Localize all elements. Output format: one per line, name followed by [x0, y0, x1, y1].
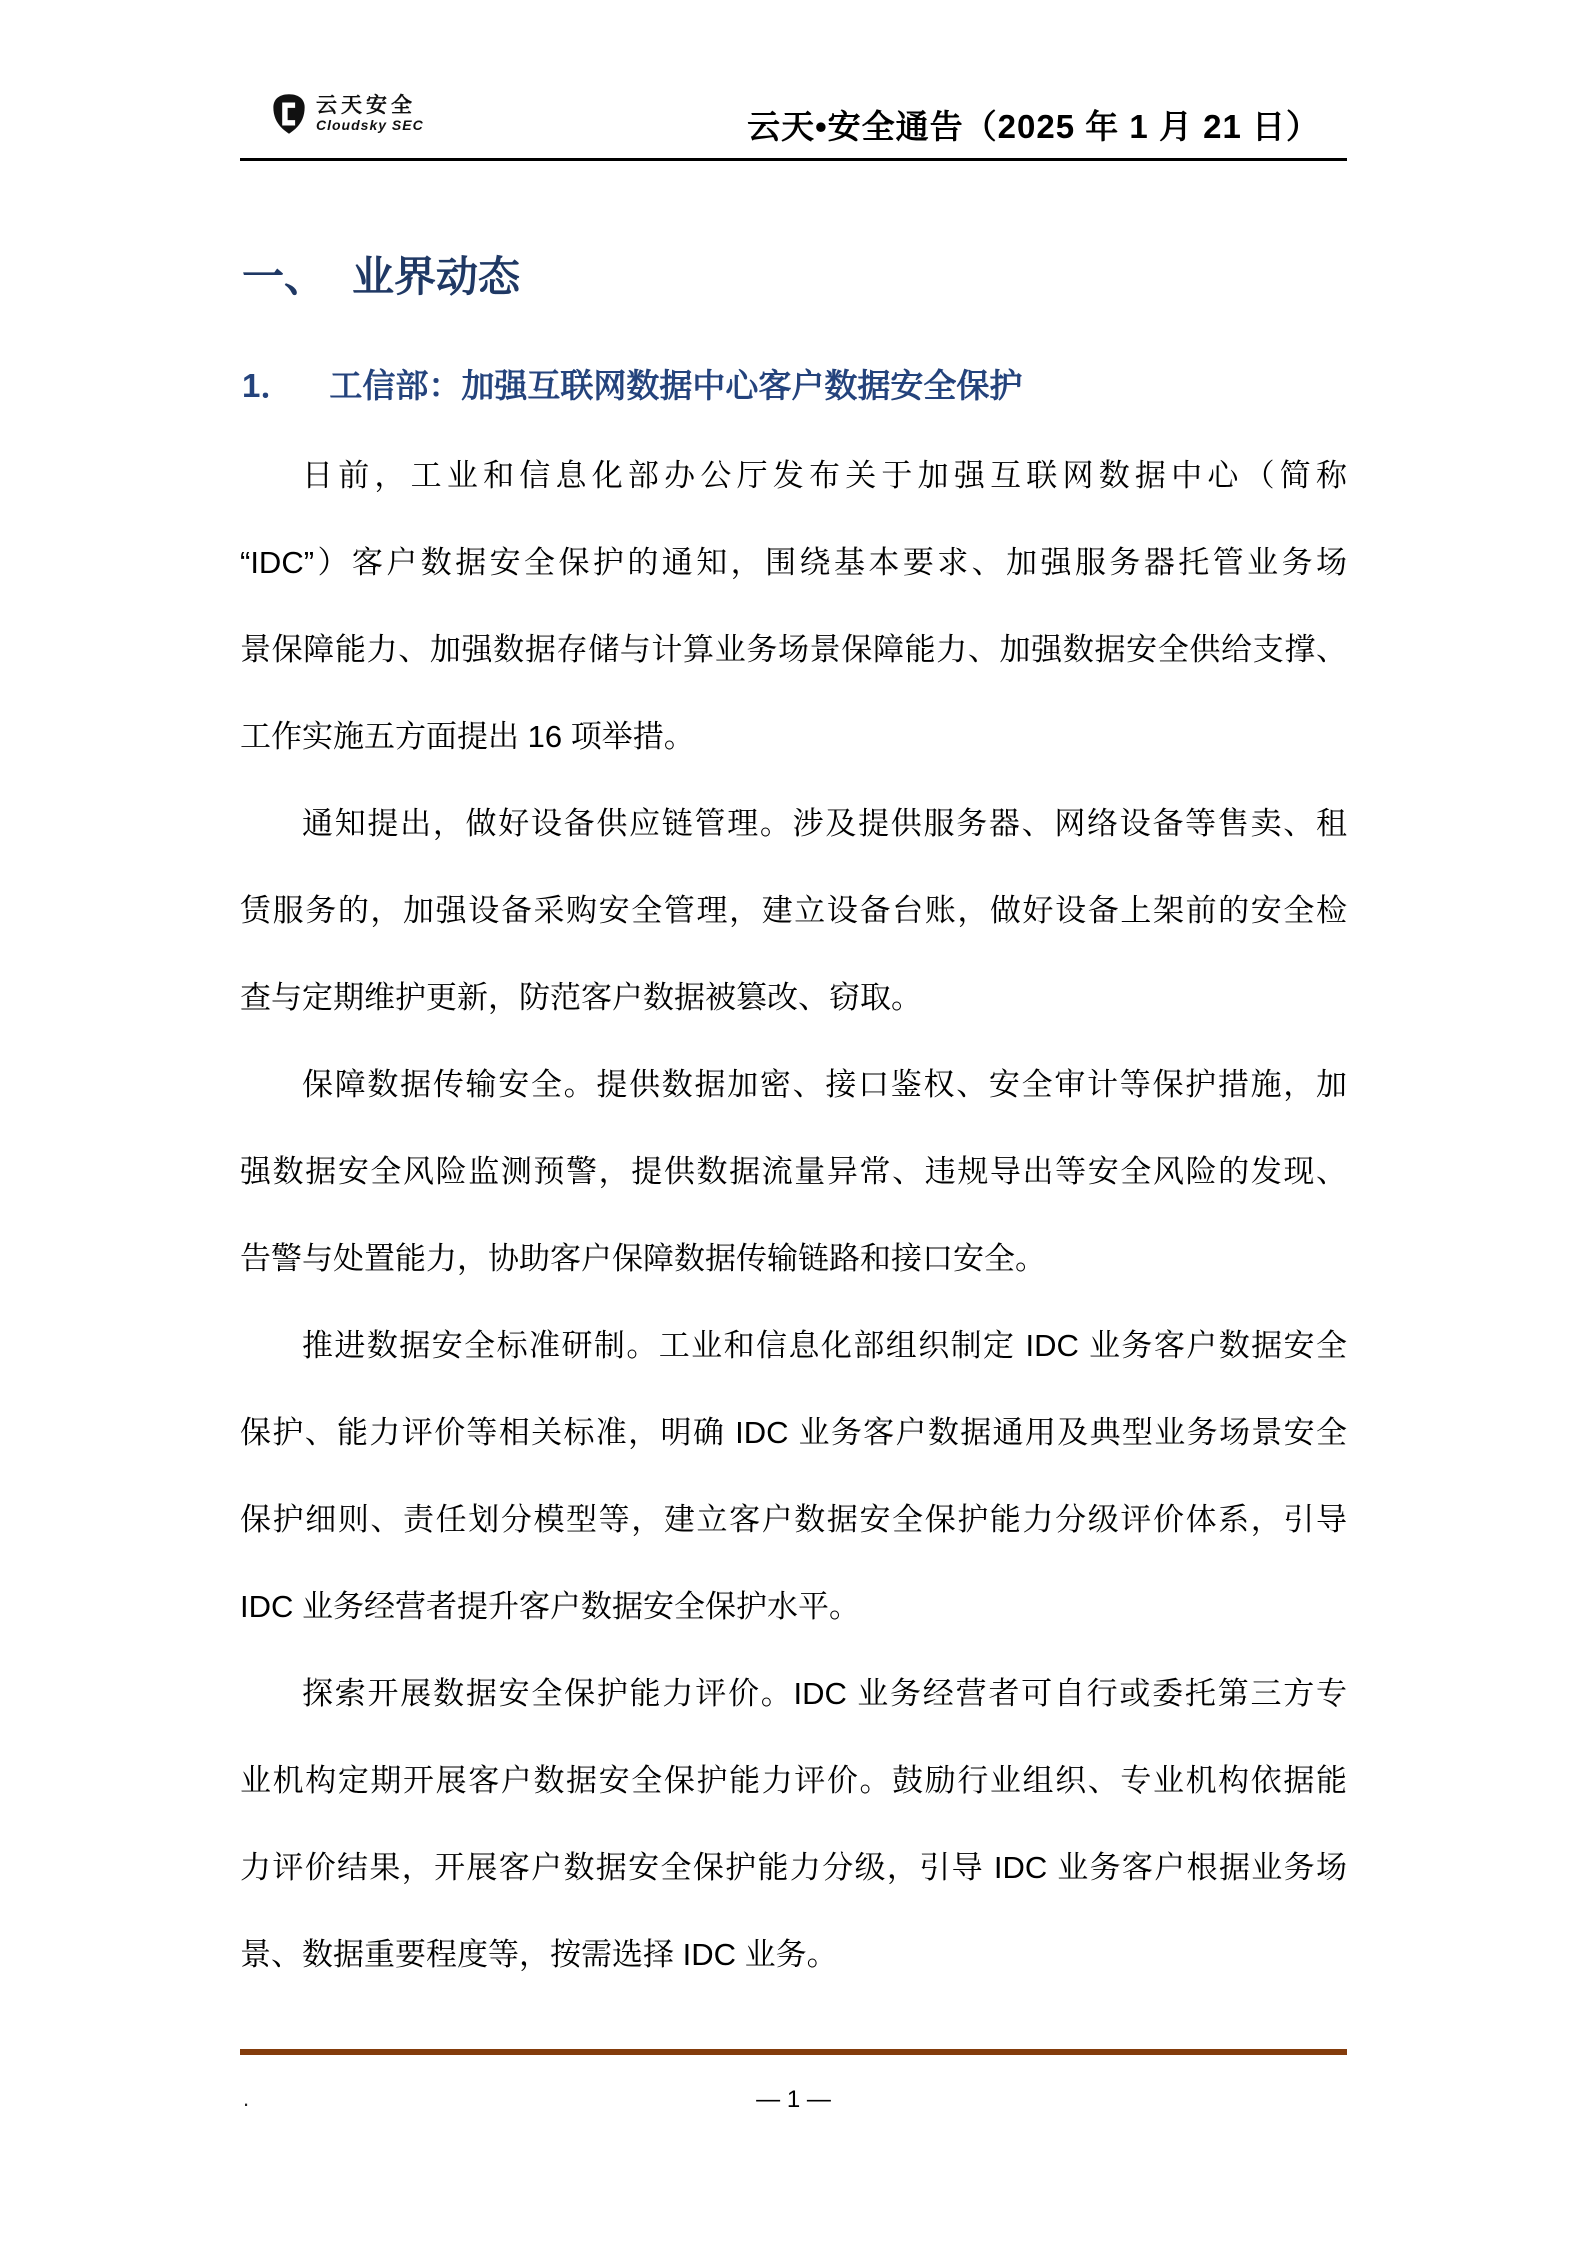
text-line: “IDC”）客户数据安全保护的通知，围绕基本要求、加强服务器托管业务场	[240, 545, 1347, 580]
section-heading-title: 业界动态	[352, 253, 521, 300]
paragraph	[240, 780, 1347, 1041]
text-line: 赁服务的，加强设备采购安全管理，建立设备台账，做好设备上架前的安全检	[240, 893, 1347, 928]
footer-rule	[240, 2049, 1347, 2055]
page-number: — 1 —	[756, 2086, 831, 2113]
text-line: 推进数据安全标准研制。工业和信息化部组织制定 IDC 业务客户数据安全	[302, 1328, 1347, 1363]
text-line: 力评价结果，开展客户数据安全保护能力分级，引导 IDC 业务客户根据业务场	[240, 1850, 1347, 1885]
footer-left-mark: .	[243, 2086, 250, 2111]
text-line: 景保障能力、加强数据存储与计算业务场景保障能力、加强数据安全供给支撑、	[240, 632, 1347, 667]
text-line: 告警与处置能力，协助客户保障数据传输链路和接口安全。	[240, 1241, 1046, 1276]
text-line: 强数据安全风险监测预警，提供数据流量异常、违规导出等安全风险的发现、	[240, 1154, 1347, 1189]
paragraph	[240, 1302, 1347, 1650]
logo-subname: Cloudsky SEC	[316, 117, 424, 134]
text-line: 查与定期维护更新，防范客户数据被篡改、窃取。	[240, 980, 922, 1015]
section-heading-number: 一、	[242, 253, 327, 300]
text-line: 探索开展数据安全保护能力评价。IDC 业务经营者可自行或委托第三方专	[302, 1676, 1347, 1711]
logo-name: 云天安全	[316, 94, 416, 118]
text-line: 业机构定期开展客户数据安全保护能力评价。鼓励行业组织、专业机构依据能	[240, 1763, 1347, 1798]
paragraph	[240, 432, 1347, 780]
logo-text	[316, 94, 424, 134]
subsection-heading	[242, 366, 1022, 406]
paragraph	[240, 1041, 1347, 1302]
article	[240, 432, 1347, 1998]
text-line: 通知提出，做好设备供应链管理。涉及提供服务器、网络设备等售卖、租	[302, 806, 1347, 841]
text-line: 保护、能力评价等相关标准，明确 IDC 业务客户数据通用及典型业务场景安全	[240, 1415, 1347, 1450]
text-line: 日前，工业和信息化部办公厅发布关于加强互联网数据中心（简称	[302, 458, 1347, 493]
logo	[272, 93, 424, 135]
text-line: 工作实施五方面提出 16 项举措。	[240, 719, 695, 754]
bulletin-title: 云天•安全通告（2025 年 1 月 21 日）	[747, 108, 1320, 145]
text-line: IDC 业务经营者提升客户数据安全保护水平。	[240, 1589, 860, 1624]
section-heading	[242, 252, 520, 302]
paragraph	[240, 1650, 1347, 1998]
header-rule	[240, 158, 1347, 161]
shield-c-logo-icon	[272, 93, 306, 135]
text-line: 保护细则、责任划分模型等，建立客户数据安全保护能力分级评价体系，引导	[240, 1502, 1347, 1537]
text-line: 保障数据传输安全。提供数据加密、接口鉴权、安全审计等保护措施，加	[302, 1067, 1347, 1102]
subsection-heading-number: 1．	[242, 367, 294, 404]
subsection-heading-title: 工信部：加强互联网数据中心客户数据安全保护	[329, 367, 1023, 404]
text-line: 景、数据重要程度等，按需选择 IDC 业务。	[240, 1937, 838, 1972]
